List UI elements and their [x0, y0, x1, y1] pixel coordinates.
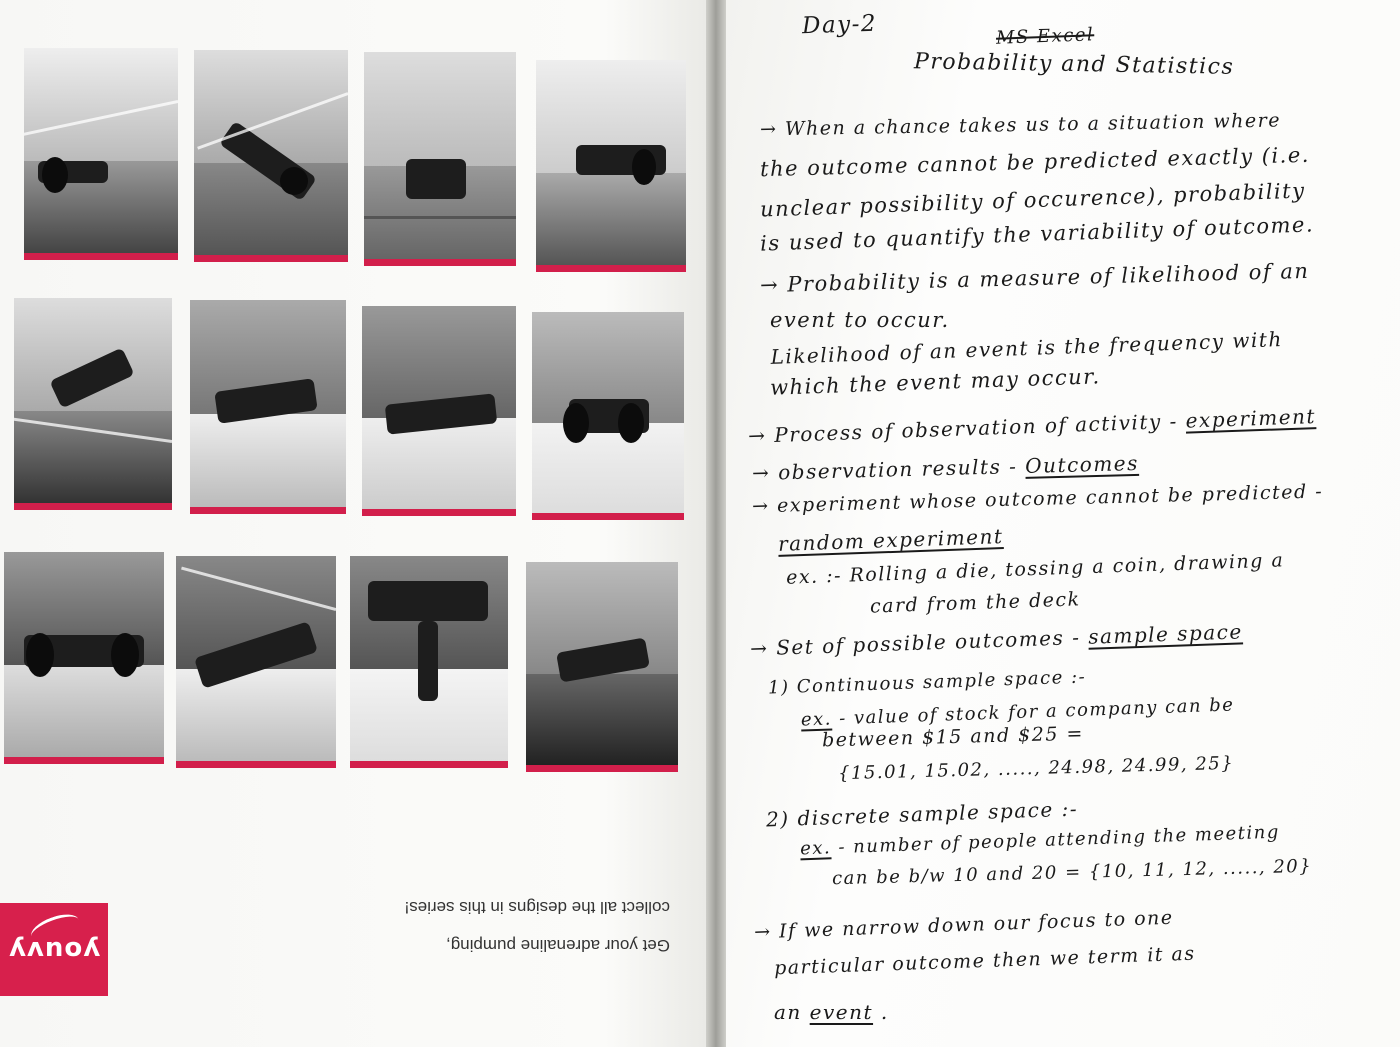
- experiment-prefix: → Process of observation of activity -: [747, 408, 1187, 448]
- paragraph-1-line-4: is used to quantify the variability of outcome.: [759, 212, 1315, 256]
- sample-space-line: [750, 619, 1243, 660]
- discrete-heading: 2) discrete sample space :-: [765, 796, 1079, 832]
- random-experiment-term: random experiment: [777, 524, 1004, 556]
- discrete-example-2: can be b/w 10 and 20 = {10, 11, 12, ....., 20}: [831, 855, 1313, 890]
- tagline-line-2: collect all the designs in this series!: [404, 898, 670, 917]
- paragraph-1-line-1: → When a chance takes us to a situation where: [759, 109, 1282, 141]
- racecar-photo: [536, 60, 686, 272]
- struck-subject: MS Excel: [995, 24, 1095, 49]
- notebook-spine: [706, 0, 728, 1047]
- paragraph-2-line-3: Likelihood of an event is the frequency with: [770, 327, 1284, 369]
- brand-name: youvy: [7, 934, 101, 965]
- experiment-line: [748, 404, 1317, 448]
- continuous-example-text: - value of stock for a company can be: [831, 694, 1235, 730]
- paragraph-1-line-2: the outcome cannot be predicted exactly (i.e.: [759, 142, 1311, 182]
- paragraph-2-line-2: event to occur.: [770, 308, 950, 332]
- racecar-photo: [350, 556, 508, 768]
- event-line-2: particular outcome then we term it as: [773, 942, 1196, 980]
- racecar-photo: [24, 48, 178, 260]
- racecar-photo: [190, 300, 346, 514]
- racecar-photo: [364, 52, 516, 266]
- racecar-photo: [194, 50, 348, 262]
- racecar-photo: [532, 312, 684, 520]
- racecar-photo: [526, 562, 678, 772]
- racecar-photo: [4, 552, 164, 764]
- paragraph-2-line-1: → Probability is a measure of likelihood of an: [759, 258, 1310, 298]
- event-prefix: an: [774, 1000, 810, 1024]
- brand-logo: [0, 903, 108, 996]
- racecar-photo: [362, 306, 516, 516]
- sample-space-prefix: → Set of possible outcomes -: [749, 624, 1089, 661]
- continuous-heading: 1) Continuous sample space :-: [767, 666, 1087, 699]
- random-experiment-example-1: ex. :- Rolling a die, tossing a coin, drawing a: [785, 549, 1285, 589]
- sample-space-term: sample space: [1087, 619, 1244, 649]
- tagline-line-1: Get your adrenaline pumping,: [446, 936, 670, 955]
- random-experiment-example-2: card from the deck: [869, 588, 1081, 618]
- paragraph-2-line-4: which the event may occur.: [769, 364, 1102, 400]
- continuous-example-2: between $15 and $25 =: [821, 722, 1085, 752]
- day-label: Day-2: [801, 10, 878, 40]
- event-term: event: [809, 1000, 874, 1024]
- outcomes-line: [752, 451, 1139, 485]
- random-experiment-line: → experiment whose outcome cannot be predicted -: [751, 480, 1324, 518]
- event-line-3: [774, 1000, 889, 1024]
- paragraph-1-line-3: unclear possibility of occurence), probability: [759, 178, 1306, 222]
- discrete-example-text: - number of people attending the meeting: [830, 821, 1281, 859]
- continuous-example-label: ex.: [800, 708, 833, 731]
- outcomes-prefix: → observation results -: [751, 453, 1026, 486]
- experiment-term: experiment: [1185, 404, 1317, 433]
- outcomes-term: Outcomes: [1024, 450, 1140, 478]
- racecar-photo: [176, 556, 336, 768]
- discrete-example-label: ex.: [799, 837, 832, 860]
- continuous-example-3: {15.01, 15.02, ....., 24.98, 24.99, 25}: [837, 752, 1235, 785]
- racecar-photo: [14, 298, 172, 510]
- event-suffix: .: [873, 1000, 889, 1024]
- page-title: Probability and Statistics: [913, 49, 1235, 80]
- notes-page: [726, 0, 1400, 1047]
- event-line-1: → If we narrow down our focus to one: [753, 906, 1174, 944]
